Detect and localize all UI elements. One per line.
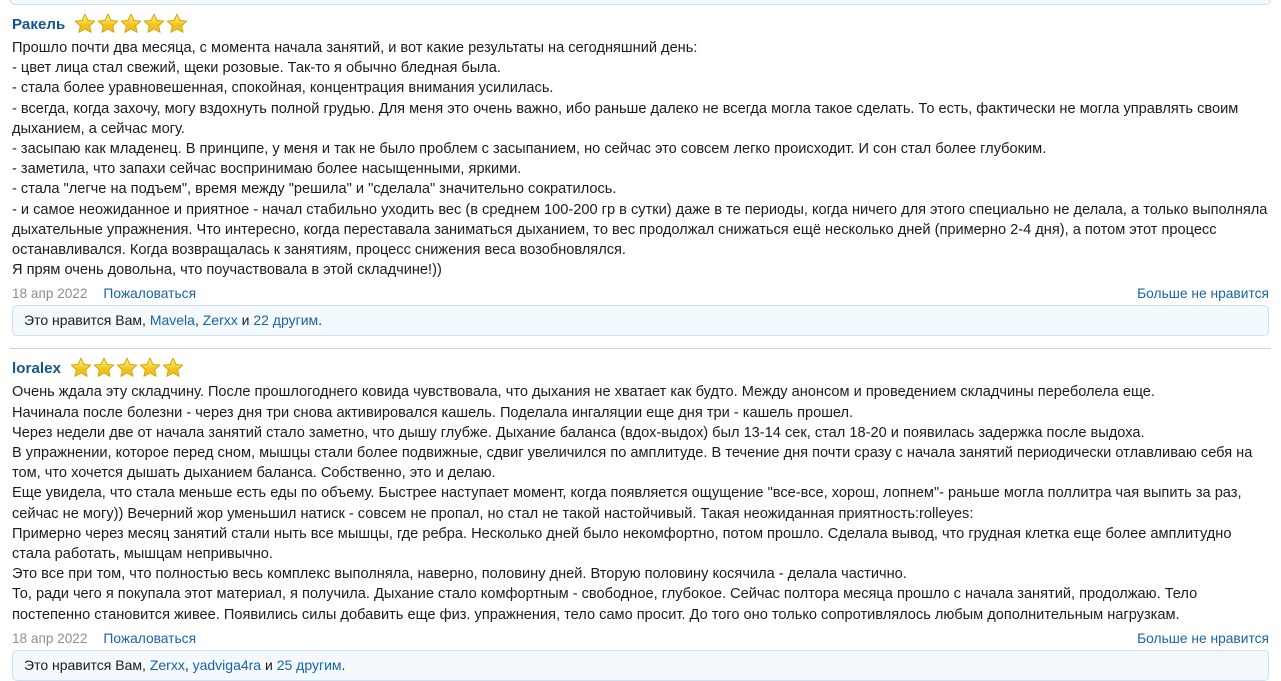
- review-paragraph: - стала "легче на подъем", время между "решила" и "сделала" значительно сократилось.: [12, 181, 617, 198]
- likes-conjunction: и: [264, 656, 273, 673]
- review-meta: [12, 286, 1269, 304]
- report-link[interactable]: Пожаловаться: [103, 286, 197, 302]
- review-paragraph: Очень ждала эту складчину. После прошлогоднего ковида чувствовала, что дыхания не хватает как будто. Между анонсом и проведением складчины переболела еще.: [12, 384, 1155, 401]
- review-paragraph: В упражнении, которое перед сном, мышцы стали более подвижные, сдвиг увеличился по амплитуде. В течение дня почти сразу с начала занятий периодически отлавливаю себя на том, что хочется дышать дыханием баланса. Собственно, это и делаю.: [12, 445, 1253, 482]
- likes-conjunction: и: [241, 312, 250, 329]
- review-paragraph: - цвет лица стал свежий, щеки розовые. Так-то я обычно бледная была.: [12, 60, 501, 77]
- star-icon: [116, 357, 138, 378]
- star-icon: [162, 357, 184, 378]
- review-item: [0, 349, 1281, 680]
- star-icon: [74, 13, 96, 34]
- rating-stars: [74, 13, 188, 34]
- review-author-username[interactable]: loralex: [12, 360, 62, 378]
- likes-suffix: .: [318, 312, 323, 329]
- star-icon: [70, 357, 92, 378]
- review-date: 18 апр 2022: [12, 630, 88, 646]
- review-paragraph: - заметила, что запахи сейчас воспринимаю более насыщенными, яркими.: [12, 161, 522, 178]
- likes-user-link[interactable]: Zerxx: [202, 312, 238, 329]
- unlike-link[interactable]: Больше не нравится: [1137, 630, 1269, 646]
- review-date: 18 апр 2022: [12, 286, 88, 302]
- review-body: [12, 37, 1269, 280]
- likes-suffix: .: [341, 656, 346, 673]
- review-header: [12, 349, 1269, 381]
- review-paragraph: Прошло почти два месяца, с момента начала занятий, и вот какие результаты на сегодняшний день:: [12, 40, 698, 56]
- likes-prefix: Это нравится Вам: [24, 312, 143, 329]
- likes-box: Это нравится Вам, Mavela, Zerxx и 22 другим.: [12, 305, 1269, 336]
- likes-box: Это нравится Вам, Zerxx, yadviga4ra и 25 другим.: [12, 650, 1269, 681]
- review-paragraph: Начинала после болезни - через дня три снова активировался кашель. Поделала ингаляции еще дня три - кашель прошел.: [12, 404, 854, 421]
- reviews-list: [0, 5, 1281, 681]
- review-author-username[interactable]: Ракель: [12, 16, 66, 33]
- likes-user-link[interactable]: yadviga4ra: [192, 656, 262, 673]
- likes-user-link[interactable]: Zerxx: [149, 656, 185, 673]
- report-link[interactable]: Пожаловаться: [103, 630, 197, 646]
- star-icon: [139, 357, 161, 378]
- star-icon: [97, 13, 119, 34]
- review-paragraph: - засыпаю как младенец. В принципе, у меня и так не было проблем с засыпанием, но сейчас это совсем легко происходит. И сон стал более глубоким.: [12, 141, 1047, 158]
- likes-others-link[interactable]: 22 другим: [253, 312, 319, 329]
- review-header: [12, 5, 1269, 37]
- star-icon: [143, 13, 165, 34]
- likes-prefix: Это нравится Вам: [24, 656, 143, 673]
- review-item: [0, 5, 1281, 336]
- review-paragraph: - стала более уравновешенная, спокойная, концентрация внимания усилилась.: [12, 80, 554, 97]
- review-body: [12, 381, 1269, 624]
- review-paragraph: То, ради чего я покупала этот материал, я получила. Дыхание стало комфортным - свободное, глубокое. Сейчас полтора месяца прошло с начала занятий, продолжаю. Тело постепенно становится живее. Появились силы добавить еще физ. упражнения, тело само просит. До того оно только сопротивлялось любым дополнительным нагрузкам.: [12, 586, 1198, 623]
- review-meta: [12, 631, 1269, 649]
- review-paragraph: - и самое неожиданное и приятное - начал стабильно уходить вес (в среднем 100-200 гр в сутки) даже в те периоды, когда ничего для этого специально не делала, а только выполняла дыхательные упражнения. Что интересно, когда переставала заниматься дыханием, то вес продолжал снижаться ещё несколько дней (примерно 2-4 дня), а потом этот процесс останавливался. Когда возвращалась к занятиям, процесс снижения веса возобновлялся.: [12, 201, 1268, 259]
- likes-user-link[interactable]: Mavela: [149, 312, 195, 329]
- review-paragraph: Еще увидела, что стала меньше есть еды по объему. Быстрее наступает момент, когда появляется ощущение "все-все, хорош, лопнем"- раньше могла поллитра чая выпить за раз, сейчас не могу)) Вечерний жор уменьшил натиск - совсем не пропал, но стал не такой настойчивый. Такая неожиданная приятность:rolleyes:: [12, 485, 1242, 522]
- star-icon: [120, 13, 142, 34]
- unlike-link[interactable]: Больше не нравится: [1137, 286, 1269, 302]
- review-paragraph: Я прям очень довольна, что поучаствовала в этой складчине!)): [12, 262, 442, 279]
- likes-others-link[interactable]: 25 другим: [276, 656, 342, 673]
- review-paragraph: Через недели две от начала занятий стало заметно, что дышу глубже. Дыхание баланса (вдох-выдох) был 13-14 сек, стал 18-20 и появилась задержка после выдоха.: [12, 424, 1145, 441]
- review-paragraph: Это все при том, что полностью весь комплекс выполняла, наверно, половину дней. Вторую половину косячила - делала частично.: [12, 566, 907, 583]
- star-icon: [166, 13, 188, 34]
- rating-stars: [70, 357, 184, 378]
- review-paragraph: - всегда, когда захочу, могу вздохнуть полной грудью. Для меня это очень важно, ибо раньше далеко не всегда могла такое сделать. То есть, фактически не могла управлять своим дыханием, а сейчас могу.: [12, 100, 1239, 137]
- review-paragraph: Примерно через месяц занятий стали ныть все мышцы, где ребра. Несколько дней было некомфортно, потом прошло. Сделала вывод, что грудная клетка еще более амплитудно стала работать, мышцам непривычно.: [12, 525, 1232, 563]
- star-icon: [93, 357, 115, 378]
